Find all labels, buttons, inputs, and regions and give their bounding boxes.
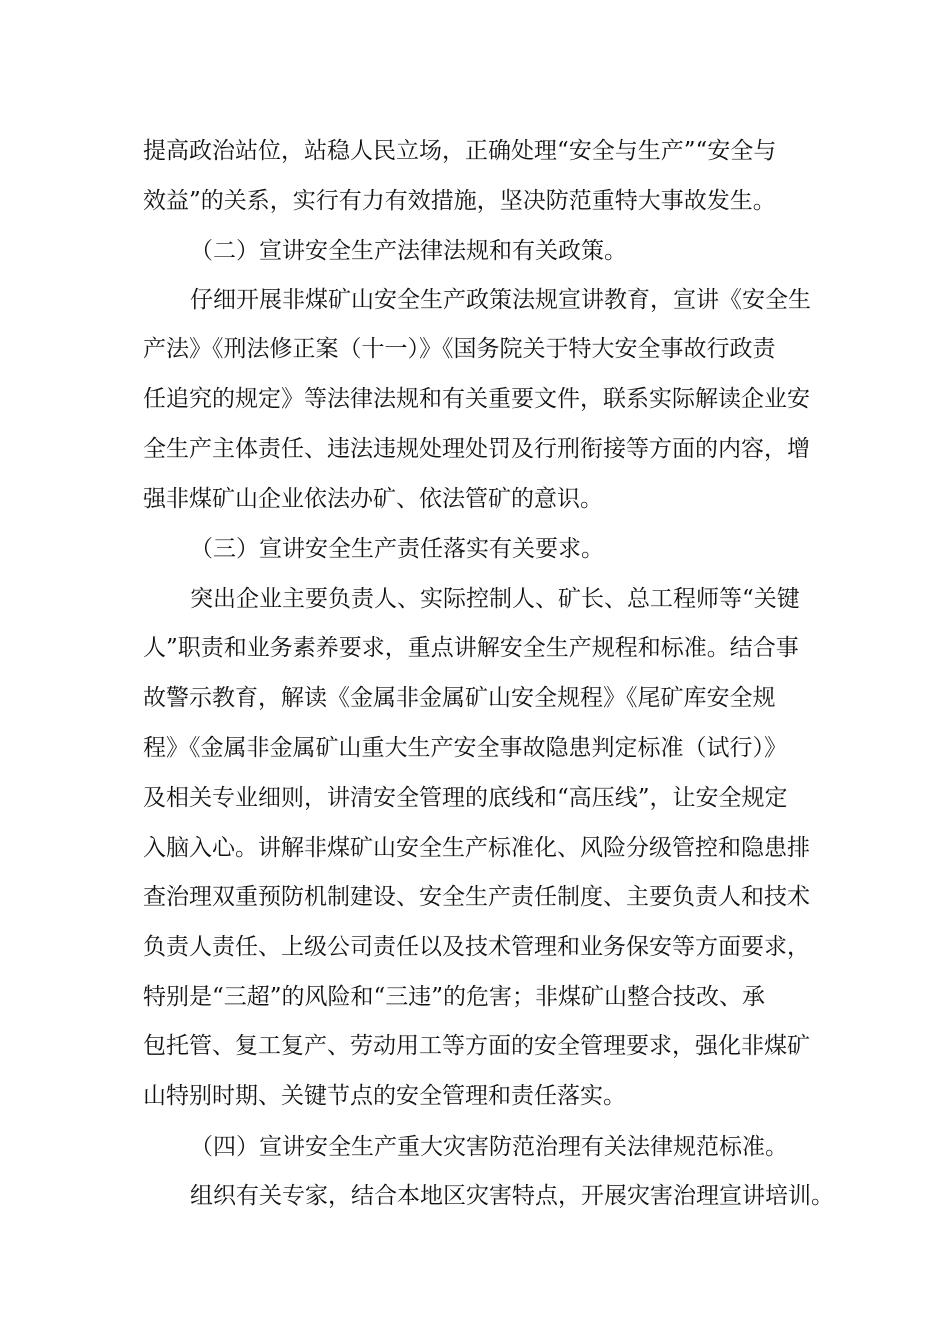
section-heading: （四）宣讲安全生产重大灾害防范治理有关法律规范标准。 — [190, 1134, 788, 1160]
text-line: 人”职责和业务素养要求，重点讲解安全生产规程和标准。结合事 — [143, 635, 799, 661]
text-line: 全生产主体责任、违法违规处理处罚及行刑衔接等方面的内容，增 — [143, 436, 810, 462]
text-line: 程》《金属非金属矿山重大生产安全事故隐患判定标准（试行）》 — [143, 735, 787, 761]
text-line: 包托管、复工复产、劳动用工等方面的安全管理要求，强化非煤矿 — [143, 1033, 810, 1059]
text-line: 组织有关专家，结合本地区灾害特点，开展灾害治理宣讲培训。 — [190, 1183, 834, 1209]
text-line: 故警示教育，解读《金属非金属矿山安全规程》《尾矿库安全规 — [143, 685, 776, 711]
text-line: 山特别时期、关键节点的安全管理和责任落实。 — [143, 1083, 626, 1109]
text-line: 任追究的规定》等法律法规和有关重要文件，联系实际解读企业安 — [143, 386, 810, 412]
text-line: 突出企业主要负责人、实际控制人、矿长、总工程师等“关键 — [190, 586, 800, 612]
text-line: 负责人责任、上级公司责任以及技术管理和业务保安等方面要求， — [143, 934, 810, 960]
text-line: 强非煤矿山企业依法办矿、依法管矿的意识。 — [143, 486, 603, 512]
text-line: 提高政治站位，站稳人民立场，正确处理“安全与生产”“安全与 — [143, 138, 777, 164]
section-heading: （二）宣讲安全生产法律法规和有关政策。 — [190, 238, 627, 264]
text-line: 仔细开展非煤矿山安全生产政策法规宣讲教育，宣讲《安全生 — [190, 287, 811, 313]
text-line: 及相关专业细则，讲清安全管理的底线和“高压线”，让安全规定 — [143, 785, 788, 811]
text-line: 产法》《刑法修正案（十一）》《国务院关于特大安全事故行政责 — [143, 336, 776, 362]
text-line: 入脑入心。讲解非煤矿山安全生产标准化、风险分级管控和隐患排 — [143, 835, 810, 861]
text-line: 特别是“三超”的风险和“三违”的危害；非煤矿山整合技改、承 — [143, 984, 766, 1010]
text-line: 效益”的关系，实行有力有效措施，坚决防范重特大事故发生。 — [143, 188, 776, 214]
section-heading: （三）宣讲安全生产责任落实有关要求。 — [190, 536, 604, 562]
text-line: 查治理双重预防机制建设、安全生产责任制度、主要负责人和技术 — [143, 884, 810, 910]
